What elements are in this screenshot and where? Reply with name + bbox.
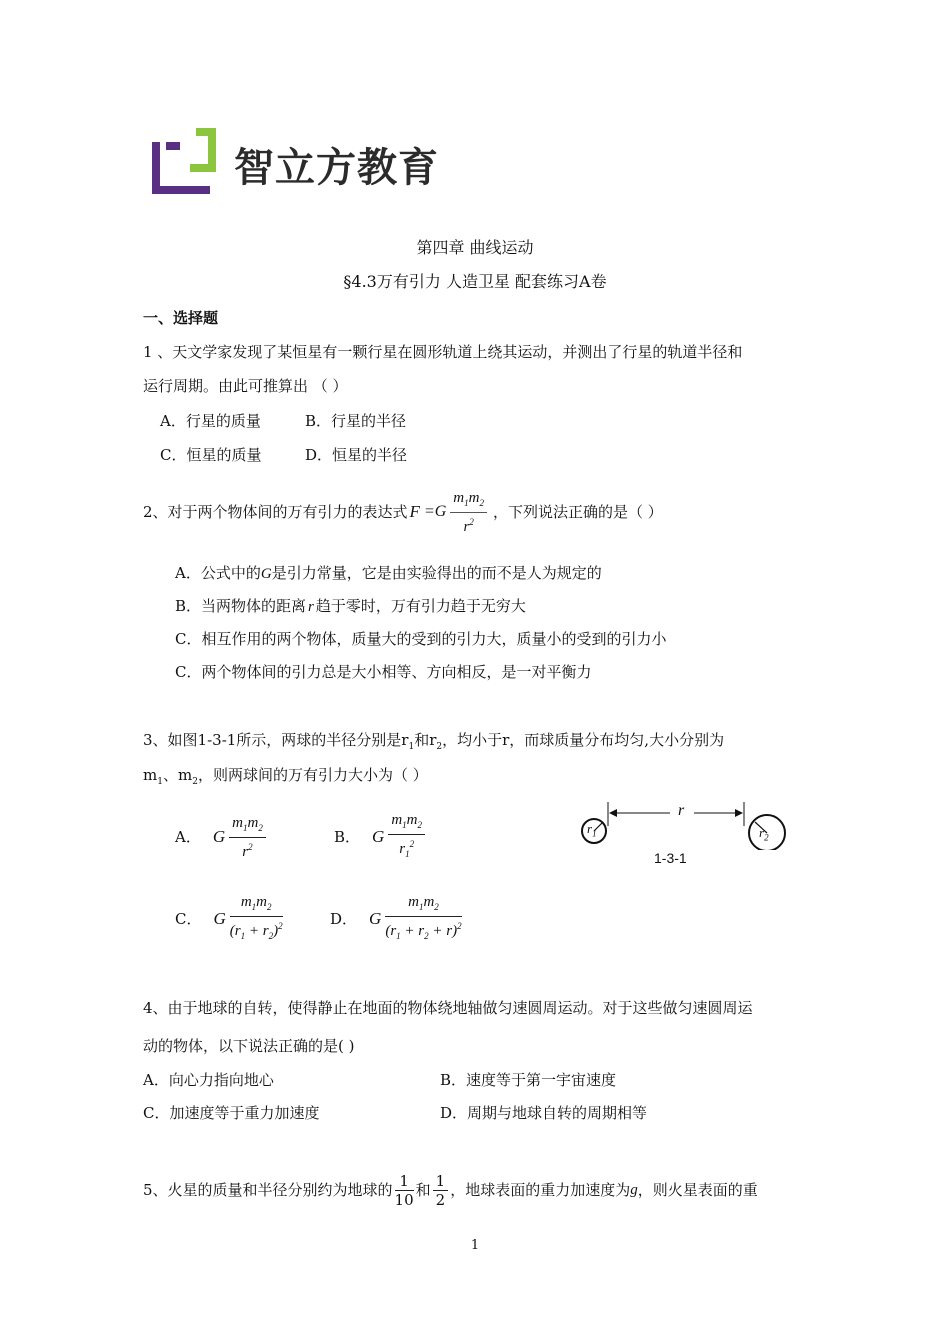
question-4-option-c: C．加速度等于重力加速度: [143, 1104, 320, 1122]
figure-label-r: r: [678, 802, 685, 819]
figure-label-r2: $r_2$: [759, 825, 769, 843]
page-number: 1: [470, 1238, 480, 1253]
question-3-option-d: D． G $\frac{m_1m_2}{(r_1 + r_2 + r)^2}$: [330, 894, 462, 941]
logo: [148, 128, 448, 200]
question-2-suffix: ，下列说法正确的是（ ）: [492, 503, 663, 521]
logo-mark-icon: [148, 128, 218, 198]
question-2-option-c: C．相互作用的两个物体，质量大的受到的引力大，质量小的受到的引力小: [175, 630, 667, 648]
question-2-option-b: B．当两物体的距离 r 趋于零时，万有引力趋于无穷大: [175, 597, 526, 615]
question-3-option-c: C． G $\frac{m_1m_2}{(r_1 + r_2)^2}$: [175, 894, 283, 941]
question-3-option-b: B． G $\frac{m_1m_2}{r_1^2}$: [334, 812, 425, 862]
question-1-line-1: 1 、天文学家发现了某恒星有一颗行星在圆形轨道上绕其运动，并测出了行星的轨道半径和: [143, 343, 743, 361]
fraction-one-tenth: $\frac{1}{10}$: [394, 1171, 414, 1209]
question-1-option-d: D．恒星的半径: [305, 446, 408, 464]
formula-lhs: F: [409, 502, 420, 521]
question-1-line-2: 运行周期。由此可推算出 （ ）: [143, 377, 348, 395]
fraction-one-half: $\frac{1}{2}$: [433, 1172, 449, 1209]
section-heading: 一、选择题: [143, 309, 219, 327]
logo-text: 智立方教育: [234, 145, 439, 191]
question-3-option-a: A． G $\frac{m_1m_2}{r^2}$: [175, 812, 266, 862]
question-2-prefix: 2、对于两个物体间的万有引力的表达式: [143, 503, 408, 521]
chapter-title: 第四章 曲线运动: [416, 238, 534, 257]
question-4-option-b: B．速度等于第一宇宙速度: [440, 1071, 617, 1089]
figure-caption: 1-3-1: [654, 850, 687, 866]
formula-eq: =G: [423, 503, 447, 520]
figure-1-3-1: [578, 800, 793, 872]
page-title: §4.3万有引力 人造卫星 配套练习A卷: [343, 272, 607, 291]
question-2-stem: [143, 490, 663, 534]
formula-fraction: $\frac{m_1m_2}{r^2}$: [450, 489, 487, 536]
question-3-line-2: $m_1$、$m_2$，则两球间的万有引力大小为（ ）: [143, 766, 428, 787]
question-1-option-a: A．行星的质量: [160, 412, 261, 430]
question-4-line-2: 动的物体，以下说法正确的是( ): [143, 1037, 355, 1055]
question-2-option-d: C．两个物体间的引力总是大小相等、方向相反，是一对平衡力: [175, 663, 592, 681]
question-1-option-b: B．行星的半径: [305, 412, 407, 430]
question-4-option-a: A．向心力指向地心: [143, 1071, 274, 1089]
question-2-option-a: A．公式中的G是引力常量，它是由实验得出的而不是人为规定的: [175, 564, 602, 582]
question-1-option-c: C．恒星的质量: [160, 446, 262, 464]
question-4-line-1: 4、由于地球的自转，使得静止在地面的物体绕地轴做匀速圆周运动。对于这些做匀速圆周运: [143, 999, 753, 1017]
question-5-line-1: 5、火星的质量和半径分别约为地球的 $\frac{1}{10}$ 和 $\frac{1}{2}$ ，地球表面的重力加速度为 g ，则火星表面的重: [143, 1171, 758, 1209]
question-4-option-d: D．周期与地球自转的周期相等: [440, 1104, 648, 1122]
question-3-line-1: 3、如图1-3-1所示，两球的半径分别是$r_1$和$r_2$，均小于r，而球质量分布均匀,大小分别为: [143, 731, 725, 752]
figure-label-r1: $r_1$: [587, 821, 597, 839]
